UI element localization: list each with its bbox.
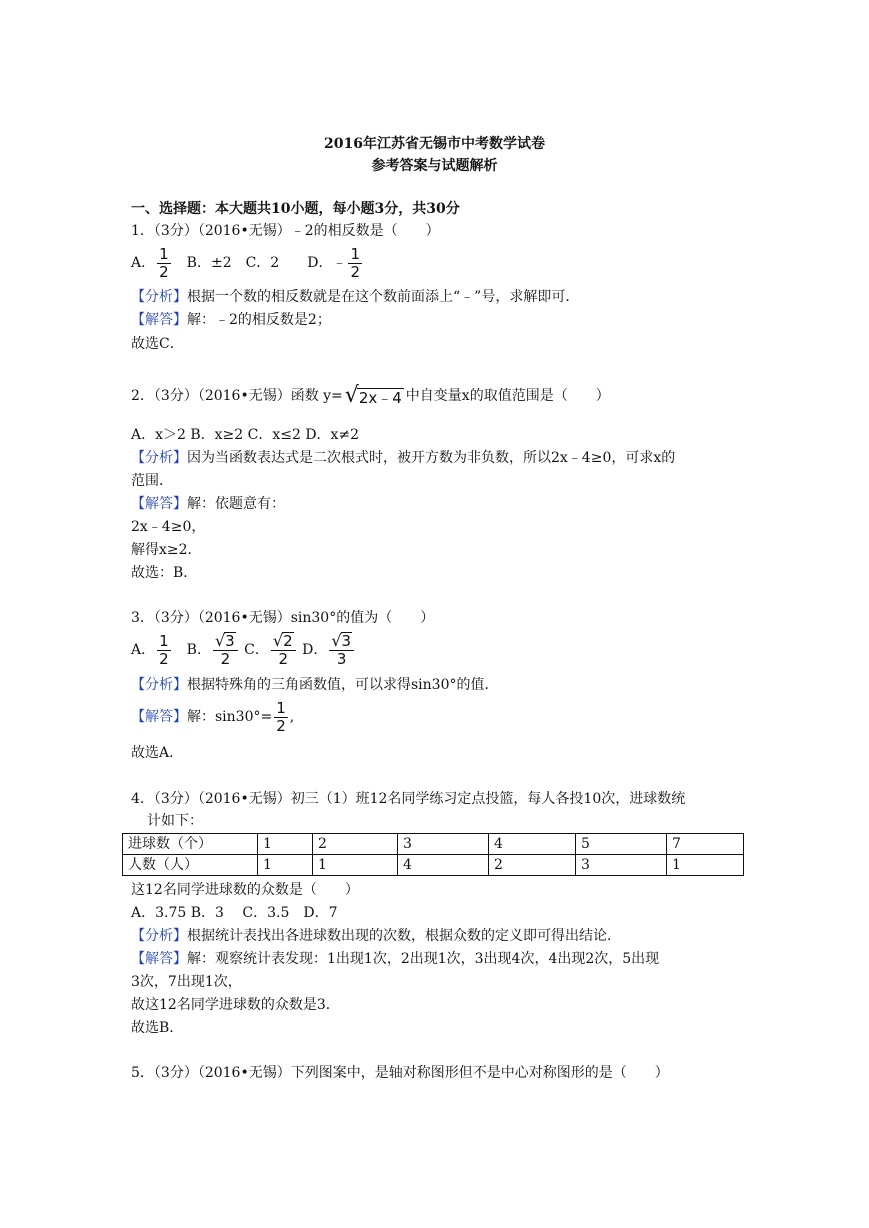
q2-radical [345,385,404,407]
q3-options [131,630,356,670]
section-heading: 一、选择题：本大题共10小题，每小题3分，共30分 [131,201,460,217]
q2-stem [131,382,610,410]
q1-stem: 1．（3分）（2016•无锡）﹣2的相反数是（ ） [131,223,440,239]
q3-option-c-prefix: C． [239,642,269,658]
table-cell: 3 [398,834,489,855]
table-cell: 1 [667,855,744,876]
table-cell: 4 [489,834,576,855]
table-header-cell: 进球数（个） [123,834,258,855]
q2-answer-text: 解：依题意有： [187,496,285,512]
table-header-cell: 人数（人） [123,855,258,876]
table-cell: 2 [313,834,398,855]
q2-radicand: 2x﹣4 [358,389,402,407]
q3-analysis-text: 根据特殊角的三角函数值，可以求得sin30°的值． [187,677,499,693]
q1-option-a-prefix: A． [131,255,156,271]
q3-c-numerator [271,632,296,651]
q4-analysis-text: 根据统计表找出各进球数出现的次数，根据众数的定义即可得出结论． [187,928,621,944]
table-cell: 5 [576,834,667,855]
table-row [123,834,744,855]
analysis-tag: 【分析】 [131,289,187,305]
q4-answer-text: 解：观察统计表发现：1出现1次，2出现1次，3出现4次，4出现2次，5出现 [187,951,660,967]
q1-option-a-fraction [157,246,171,281]
radical-sign: √ [272,631,284,650]
answer-tag: 【解答】 [131,709,187,725]
q2-answer-line2: 2x﹣4≥0， [131,519,206,535]
q4-stats-table [122,833,744,876]
q1-a-denominator: 2 [159,262,169,281]
q1-d-denominator: 2 [350,262,360,281]
q4-answer-line2: 3次，7出现1次， [131,974,242,990]
q2-answer-line3: 解得x≥2． [131,542,202,558]
q3-option-d-prefix: D． [297,642,328,658]
q1-choice: 故选C． [131,336,184,352]
q3-option-c-fraction [271,632,296,668]
q2-answer [131,494,285,514]
q1-options [131,243,364,283]
q1-answer [131,310,331,330]
table-cell: 3 [576,855,667,876]
q3-b-numerator [213,632,238,651]
q3-option-a-prefix: A． [131,642,156,658]
q3-d-denominator: 3 [336,650,347,668]
q3-a-denominator: 2 [159,649,169,668]
q3-stem: 3．（3分）（2016•无锡）sin30°的值为（ ） [131,610,435,626]
table-cell: 1 [258,855,313,876]
q3-b-denominator: 2 [220,650,231,668]
answer-tag: 【解答】 [131,312,187,328]
page-subtitle: 参考答案与试题解析 [371,158,498,174]
q1-options-bcd: B．±2 C．2 D．﹣ [172,255,347,271]
q3-c-denominator: 2 [278,650,289,668]
q4-choice: 故选B． [131,1020,184,1036]
q3-option-d-fraction [329,632,354,668]
q2-analysis [131,448,675,468]
q4-question: 这12名同学进球数的众数是（ ） [131,882,359,898]
q3-answer-pre: 解：sin30°= [187,709,273,725]
q2-stem-pre: 2．（3分）（2016•无锡）函数 y= [131,388,343,404]
q1-analysis [131,287,579,307]
answer-tag: 【解答】 [131,496,187,512]
q2-choice: 故选：B． [131,565,198,581]
analysis-tag: 【分析】 [131,928,187,944]
answer-tag: 【解答】 [131,951,187,967]
q3-c-radicand: 2 [283,632,293,650]
radical-sign: √ [214,631,226,650]
analysis-tag: 【分析】 [131,450,187,466]
q3-answer [131,697,294,737]
q3-option-b-prefix: B． [172,642,211,658]
q1-a-numerator: 1 [159,244,169,263]
q4-answer [131,949,659,969]
q2-analysis-cont: 范围． [131,473,173,489]
q3-answer-post: , [289,709,295,725]
q4-stem: 4．（3分）（2016•无锡）初三（1）班12名同学练习定点投篮，每人各投10次，进球数统 [131,791,686,807]
table-cell: 1 [313,855,398,876]
q3-d-numerator [329,632,354,651]
q2-analysis-text: 因为当函数表达式是二次根式时，被开方数为非负数，所以2x﹣4≥0，可求x的 [187,450,676,466]
q3-answer-fraction [274,700,288,735]
q4-options: A．3.75 B．3 C．3.5 D．7 [131,905,338,921]
q4-answer-line3: 故这12名同学进球数的众数是3． [131,997,340,1013]
table-cell: 2 [489,855,576,876]
q4-stem-cont: 计如下： [147,813,203,829]
q1-analysis-text: 根据一个数的相反数就是在这个数前面添上“﹣”号，求解即可． [187,289,580,305]
q5-stem: 5．（3分）（2016•无锡）下列图案中，是轴对称图形但不是中心对称图形的是（ ） [131,1065,669,1081]
radical-sign: √ [331,631,342,650]
table-cell: 7 [667,834,744,855]
table-cell: 4 [398,855,489,876]
q2-stem-post: 中自变量x的取值范围是（ ） [405,388,610,404]
analysis-tag: 【分析】 [131,677,187,693]
q3-answer-numerator: 1 [276,698,286,717]
radical-sign: √ [344,383,359,408]
q3-option-b-fraction [213,632,238,668]
q3-b-radicand: 3 [225,632,235,650]
q3-answer-denominator: 2 [276,716,286,735]
q3-choice: 故选A． [131,745,184,761]
q1-d-numerator: 1 [350,244,360,263]
table-row [123,855,744,876]
q3-d-radicand: 3 [341,632,352,650]
q2-options: A．x＞2 B．x≥2 C．x≤2 D．x≠2 [131,427,360,443]
q1-option-d-fraction [348,246,362,281]
q3-analysis [131,675,499,695]
table-cell: 1 [258,834,313,855]
q1-answer-text: 解：﹣2的相反数是2； [187,312,331,328]
q3-option-a-fraction [157,633,171,668]
q3-a-numerator: 1 [159,631,169,650]
q4-analysis [131,926,621,946]
page-title: 2016年江苏省无锡市中考数学试卷 [324,136,545,152]
